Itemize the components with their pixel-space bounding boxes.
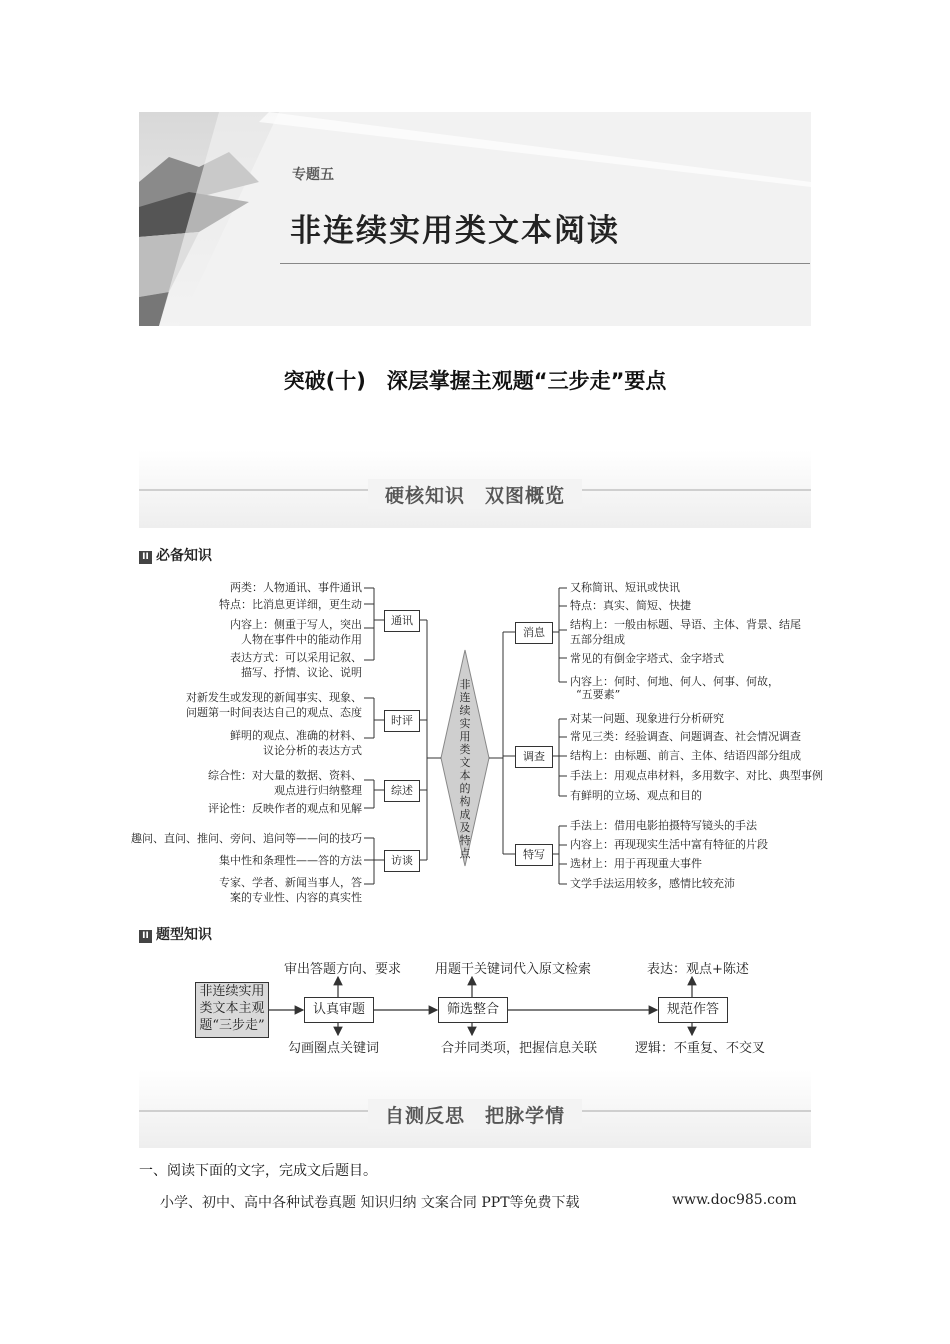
center-title-char: 特 xyxy=(459,834,471,847)
leaf-text: 有鲜明的立场、观点和目的 xyxy=(570,789,702,802)
band-review-title: 自测反思 把脉学情 xyxy=(384,1105,565,1127)
subhead-question-type xyxy=(139,924,212,944)
leaf-text: 集中性和条理性——答的方法 xyxy=(219,854,362,867)
footer-url[interactable]: www.doc985.com xyxy=(672,1192,797,1208)
leaf-text: 内容上：侧重于写人，突出 xyxy=(230,618,362,631)
section-title: 突破(十) 深层掌握主观题“三步走”要点 xyxy=(283,369,667,393)
center-title-char: 成 xyxy=(459,808,471,821)
node-diaocha: 调查 xyxy=(515,746,553,768)
center-title-char: 的 xyxy=(459,782,471,795)
subhead-badge-icon: II xyxy=(139,930,152,943)
topic-title: 非连续实用类文本阅读 xyxy=(290,213,620,249)
leaf-text: 手法上：用观点串材料，多用数字、对比、典型事例 xyxy=(570,769,823,782)
flow-step-1-bottom: 勾画圈点关键词 xyxy=(288,1041,380,1056)
center-title-char: 本 xyxy=(459,769,471,782)
flow-start-line: 非连续实用 xyxy=(199,984,265,999)
flow-diagram xyxy=(139,955,811,1055)
node-zongshu: 综述 xyxy=(384,780,420,802)
leaf-text: 鲜明的观点、准确的材料、 xyxy=(230,729,362,742)
leaf-text: 对某一问题、现象进行分析研究 xyxy=(570,712,724,725)
leaf-text: 手法上：借用电影拍摄特写镜头的手法 xyxy=(570,819,757,832)
leaf-text: “五要素” xyxy=(576,688,621,701)
flow-step-1-top: 审出答题方向、要求 xyxy=(284,962,402,977)
center-title-char: 文 xyxy=(459,756,471,769)
leaf-text: 案的专业性、内容的真实性 xyxy=(230,891,362,904)
flow-step-1: 认真审题 xyxy=(304,997,374,1023)
center-title-char: 类 xyxy=(459,743,471,756)
flow-start-line: 类文本主观 xyxy=(199,1001,265,1016)
flow-step-2: 筛选整合 xyxy=(438,997,508,1023)
leaf-text: 内容上：何时、何地、何人、何事、何故， xyxy=(570,675,779,688)
leaf-text: 议论分析的表达方式 xyxy=(263,744,362,757)
flow-step-3-bottom: 逻辑：不重复、不交叉 xyxy=(635,1041,766,1056)
footer-text: 小学、初中、高中各种试卷真题 知识归纳 文案合同 PPT等免费下载 xyxy=(160,1195,580,1211)
flow-start-box xyxy=(195,982,269,1038)
flow-step-2-top: 用题干关键词代入原文检索 xyxy=(435,962,592,977)
leaf-text: 文学手法运用较多，感情比较充沛 xyxy=(570,877,735,890)
node-shiping: 时评 xyxy=(384,710,420,732)
subhead-required-label: 必备知识 xyxy=(156,548,212,564)
flow-step-3: 规范作答 xyxy=(658,997,728,1023)
leaf-text: 对新发生或发现的新闻事实、现象、 xyxy=(186,691,362,704)
leaf-text: 描写、抒情、议论、说明 xyxy=(241,666,362,679)
leaf-text: 表达方式：可以采用记叙、 xyxy=(230,651,362,664)
center-title-char: 点 xyxy=(459,847,471,860)
leaf-text: 选材上：用于再现重大事件 xyxy=(570,857,702,870)
leaf-text: 专家、学者、新闻当事人，答 xyxy=(219,876,362,889)
center-title-char: 连 xyxy=(459,691,471,704)
leaf-text: 趣问、直问、推问、旁问、追问等——问的技巧 xyxy=(131,832,362,845)
node-tongxun: 通讯 xyxy=(384,610,420,632)
leaf-text: 内容上：再现现实生活中富有特征的片段 xyxy=(570,838,768,851)
leaf-text: 结构上：一般由标题、导语、主体、背景、结尾 xyxy=(570,618,801,631)
leaf-text: 特点：比消息更详细，更生动 xyxy=(219,598,362,611)
center-title-char: 续 xyxy=(459,704,471,717)
leaf-text: 两类：人物通讯、事件通讯 xyxy=(230,581,362,594)
banner-divider xyxy=(280,263,810,264)
band-knowledge-title: 硬核知识 双图概览 xyxy=(384,485,565,507)
node-xiaoxi: 消息 xyxy=(515,622,553,644)
node-texie: 特写 xyxy=(515,844,553,866)
flow-start-line: 题“三步走” xyxy=(199,1018,265,1033)
leaf-text: 特点：真实、简短、快捷 xyxy=(570,599,691,612)
leaf-text: 五部分组成 xyxy=(570,633,625,646)
mindmap xyxy=(131,570,823,905)
subhead-required xyxy=(139,545,212,565)
center-title-char: 非 xyxy=(459,678,471,691)
node-fangtan: 访谈 xyxy=(384,850,420,872)
center-title-char: 用 xyxy=(459,730,471,743)
leaf-text: 综合性：对大量的数据、资料、 xyxy=(208,769,362,782)
subhead-badge-icon: II xyxy=(139,551,152,564)
leaf-text: 常见三类：经验调查、问题调查、社会情况调查 xyxy=(570,730,801,743)
subhead-question-type-label: 题型知识 xyxy=(156,927,212,943)
center-title-char: 实 xyxy=(459,717,471,730)
leaf-text: 人物在事件中的能动作用 xyxy=(241,633,362,646)
leaf-text: 观点进行归纳整理 xyxy=(274,784,362,797)
leaf-text: 问题第一时间表达自己的观点、态度 xyxy=(186,706,362,719)
topic-label: 专题五 xyxy=(292,167,334,183)
question-intro: 一、阅读下面的文字，完成文后题目。 xyxy=(139,1163,377,1179)
leaf-text: 常见的有倒金字塔式、金字塔式 xyxy=(570,652,724,665)
flow-step-3-top: 表达：观点+陈述 xyxy=(647,962,749,977)
flow-step-2-bottom: 合并同类项，把握信息关联 xyxy=(441,1041,598,1056)
leaf-text: 结构上：由标题、前言、主体、结语四部分组成 xyxy=(570,749,801,762)
leaf-text: 又称简讯、短讯或快讯 xyxy=(570,581,680,594)
leaf-text: 评论性：反映作者的观点和见解 xyxy=(208,802,362,815)
center-title-char: 及 xyxy=(459,821,471,834)
center-title-char: 构 xyxy=(459,795,471,808)
